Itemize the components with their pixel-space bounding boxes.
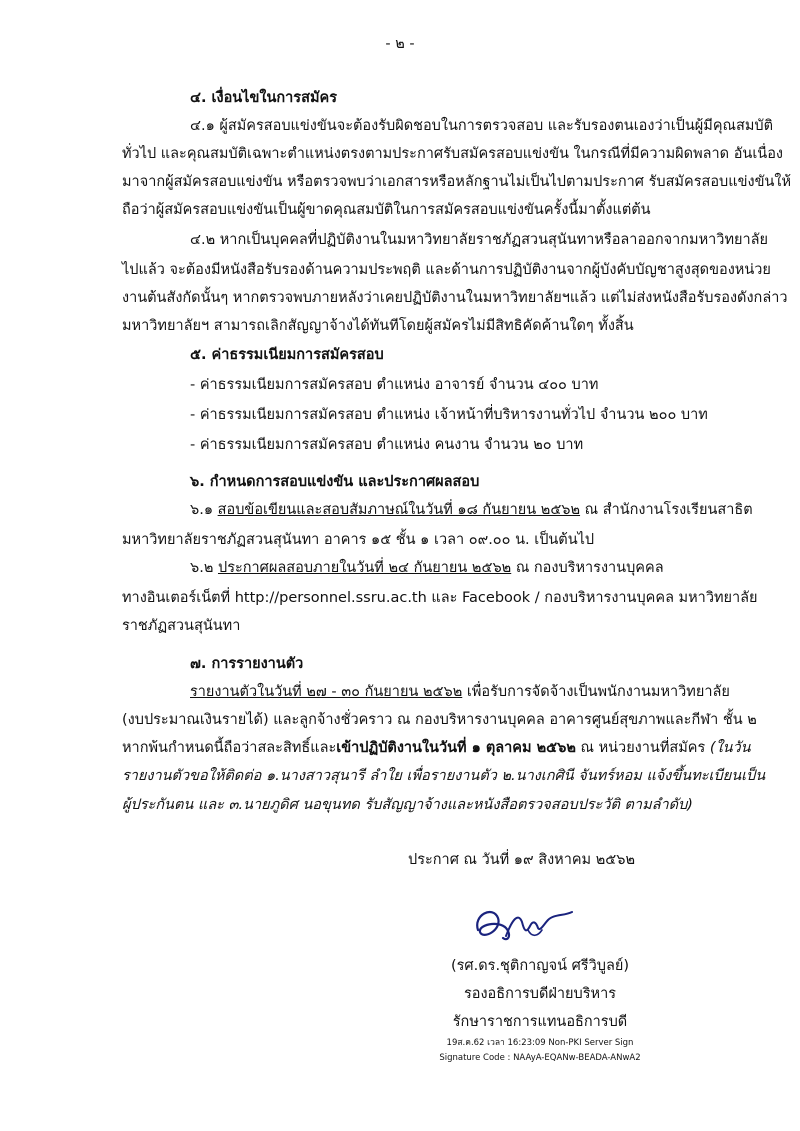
paragraph-line: ๔.๑ ผู้สมัครสอบแข่งขันจะต้องรับผิดชอบในการตรวจสอบ และรับรองตนเองว่าเป็นผู้มีคุณสมบัติ [190, 118, 774, 134]
paragraph-line: ทั่วไป และคุณสมบัติเฉพาะตำแหน่งตรงตามประกาศรับสมัครสอบแข่งขัน ในกรณีที่มีความผิดพลาด อันเนื่อง [122, 146, 783, 162]
signature-code: Signature Code : NAAyA-EQANw-BEADA-ANwA2 [439, 1053, 641, 1063]
handwritten-signature-icon [468, 900, 578, 950]
result-date-underlined: ประกาศผลสอบภายในวันที่ ๒๔ กันยายน ๒๕๖๒ [217, 560, 512, 576]
italic-note-line: ผู้ประกันตน และ ๓.นายภูดิศ นอขุนทด รับสัญญาจ้างและหนังสือตรวจสอบประวัติ ตามลำดับ) [122, 797, 693, 813]
start-work-date-bold: เข้าปฏิบัติงานในวันที่ ๑ ตุลาคม ๒๕๖๒ [336, 740, 576, 756]
paragraph-line: ทางอินเตอร์เน็ตที่ http://personnel.ssru.ac.th และ Facebook / กองบริหารงานบุคคล มหาวิทยาลัย [122, 590, 758, 606]
item-number: ๖.๒ [190, 560, 218, 576]
paragraph-line [190, 500, 753, 520]
fee-item: - ค่าธรรมเนียมการสมัครสอบ ตำแหน่ง อาจารย์ จำนวน ๔๐๐ บาท [190, 377, 599, 393]
paragraph-line: งานต้นสังกัดนั้นๆ หากตรวจพบภายหลังว่าเคยปฏิบัติงานในมหาวิทยาลัยฯแล้ว แต่ไม่ส่งหนังสือรับรองดังกล่าว [122, 290, 788, 306]
paragraph-line: ไปแล้ว จะต้องมีหนังสือรับรองด้านความประพฤติ และด้านการปฏิบัติงานจากผู้บังคับบัญชาสูงสุดของหน่วย [122, 262, 771, 278]
paragraph-line [190, 558, 664, 578]
paragraph-line: ถือว่าผู้สมัครสอบแข่งขันเป็นผู้ขาดคุณสมบัติในการสมัครสอบแข่งขันครั้งนี้มาตั้งแต่ต้น [122, 202, 651, 218]
page-number: - ๒ - [385, 36, 415, 52]
signer-acting-role: รักษาราชการแทนอธิการบดี [452, 1014, 628, 1030]
fee-item: - ค่าธรรมเนียมการสมัครสอบ ตำแหน่ง เจ้าหน้าที่บริหารงานทั่วไป จำนวน ๒๐๐ บาท [190, 407, 708, 423]
report-date-underlined: รายงานตัวในวันที่ ๒๗ - ๓๐ กันยายน ๒๕๖๒ [190, 684, 463, 700]
digital-sign-stamp: 19ส.ค.62 เวลา 16:23:09 Non-PKI Server Sign [446, 1038, 634, 1048]
fee-item: - ค่าธรรมเนียมการสมัครสอบ ตำแหน่ง คนงาน จำนวน ๒๐ บาท [190, 437, 584, 453]
result-location: ณ กองบริหารงานบุคคล [511, 560, 664, 576]
section-4-heading: ๔. เงื่อนไขในการสมัคร [190, 90, 337, 106]
report-purpose: เพื่อรับการจัดจ้างเป็นพนักงานมหาวิทยาลัย [462, 684, 730, 700]
signer-name: (รศ.ดร.ชุติกาญจน์ ศรีวิบูลย์) [450, 958, 629, 974]
paragraph-line: (งบประมาณเงินรายได้) และลูกจ้างชั่วคราว ณ กองบริหารงานบุคคล อาคารศูนย์สุขภาพและกีฬา ชั้น ๒ [122, 712, 757, 728]
exam-date-underlined: สอบข้อเขียนและสอบสัมภาษณ์ในวันที่ ๑๘ กันยายน ๒๕๖๒ [217, 502, 581, 518]
italic-note-start: (ในวัน [709, 740, 751, 756]
text-span: ณ หน่วยงานที่สมัคร [575, 740, 710, 756]
exam-location: ณ สำนักงานโรงเรียนสาธิต [580, 502, 753, 518]
section-5-heading: ๕. ค่าธรรมเนียมการสมัครสอบ [190, 347, 384, 363]
paragraph-line [122, 738, 751, 758]
item-number: ๖.๑ [190, 502, 218, 518]
paragraph-line: มหาวิทยาลัยราชภัฏสวนสุนันทา อาคาร ๑๕ ชั้น ๑ เวลา ๐๙.๐๐ น. เป็นต้นไป [122, 532, 595, 548]
paragraph-line: มหาวิทยาลัยฯ สามารถเลิกสัญญาจ้างได้ทันทีโดยผู้สมัครไม่มีสิทธิคัดค้านใดๆ ทั้งสิ้น [122, 318, 634, 334]
paragraph-line: ราชภัฏสวนสุนันทา [122, 618, 241, 634]
italic-note-line: รายงานตัวขอให้ติดต่อ ๑.นางสาวสุนารี ลำใย เพื่อรายงานตัว ๒.นางเกศินี จันทร์หอม แจ้งขึ้นทะเบียนเป็น [122, 768, 766, 784]
announcement-date: ประกาศ ณ วันที่ ๑๙ สิงหาคม ๒๕๖๒ [408, 852, 636, 868]
section-6-heading: ๖. กำหนดการสอบแข่งขัน และประกาศผลสอบ [190, 474, 480, 490]
paragraph-line: มาจากผู้สมัครสอบแข่งขัน หรือตรวจพบว่าเอกสารหรือหลักฐานไม่เป็นไปตามประกาศ รับสมัครสอบแข่งขันให้ [122, 174, 792, 190]
section-7-heading: ๗. การรายงานตัว [190, 656, 304, 672]
paragraph-line: ๔.๒ หากเป็นบุคคลที่ปฏิบัติงานในมหาวิทยาลัยราชภัฏสวนสุนันทาหรือลาออกจากมหาวิทยาลัย [190, 232, 769, 248]
text-span: หากพ้นกำหนดนี้ถือว่าสละสิทธิ์และ [122, 740, 337, 756]
paragraph-line [190, 682, 730, 702]
signer-position: รองอธิการบดีฝ่ายบริหาร [463, 986, 617, 1002]
